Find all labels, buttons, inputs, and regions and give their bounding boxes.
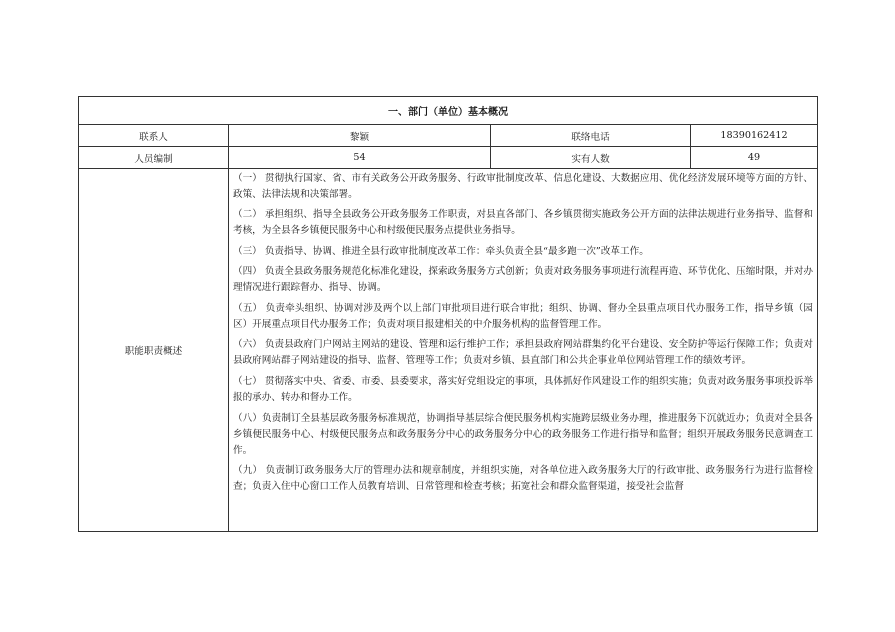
duty-item: （五） 负责牵头组织、协调对涉及两个以上部门审批项目进行联合审批；组织、协调、督办全县重点项目代办服务工作，指导乡镇（园区）开展重点项目代办服务工作；负责对项目报建相关的中介服务机构的监督管理工作。 (233, 302, 813, 330)
table-title: 一、部门（单位）基本概况 (79, 97, 818, 125)
staff-quota-value: 54 (229, 147, 491, 169)
duties-label: 职能职责概述 (79, 169, 229, 532)
phone-value: 18390162412 (691, 125, 818, 147)
duties-list (233, 171, 813, 530)
overview-table (78, 96, 818, 532)
duty-item: （二） 承担组织、指导全县政务公开政务服务工作职责，对县直各部门、各乡镇贯彻实施政务公开方面的法律法规进行业务指导、监督和考核，为全县各乡镇便民服务中心和村级便民服务点提供业务指导。 (233, 209, 813, 237)
duty-item: （七） 贯彻落实中央、省委、市委、县委要求，落实好党组设定的事项，具体抓好作风建设工作的组织实施；负责对政务服务事项投诉举报的承办、转办和督办工作。 (233, 376, 813, 404)
duties-cell (229, 169, 818, 532)
duty-item: （一） 贯彻执行国家、省、市有关政务公开政务服务、行政审批制度改革、信息化建设、大数据应用、优化经济发展环境等方面的方针、政策、法律法规和决策部署。 (233, 172, 813, 200)
phone-label: 联络电话 (491, 125, 691, 147)
actual-staff-label: 实有人数 (491, 147, 691, 169)
contact-value: 黎颖 (229, 125, 491, 147)
contact-label: 联系人 (79, 125, 229, 147)
duty-item: （八）负责制订全县基层政务服务标准规范，协调指导基层综合便民服务机构实施跨层级业务办理，推进服务下沉就近办；负责对全县各乡镇便民服务中心、村级便民服务点和政务服务分中心的政务服务分中心的政务服务工作进行指导和监督；组织开展政务服务民意调查工作。 (233, 412, 813, 456)
duty-item: （四） 负责全县政务服务规范化标准化建设，探索政务服务方式创新；负责对政务服务事项进行流程再造、环节优化、压缩时限，并对办理情况进行跟踪督办、指导、协调。 (233, 266, 813, 294)
staff-quota-label: 人员编制 (79, 147, 229, 169)
duty-item: （三） 负责指导、协调、推进全县行政审批制度改革工作：牵头负责全县“最多跑一次”改革工作。 (233, 245, 649, 257)
actual-staff-value: 49 (691, 147, 818, 169)
duty-item: （六） 负责县政府门户网站主网站的建设、管理和运行维护工作；承担县政府网站群集约化平台建设、安全防护等运行保障工作；负责对县政府网站群子网站建设的指导、监督、管理等工作；负责对乡镇、县直部门和公共企事业单位网站管理工作的绩效考评。 (233, 339, 813, 367)
duty-item: （九） 负责制订政务服务大厅的管理办法和规章制度，并组织实施，对各单位进入政务服务大厅的行政审批、政务服务行为进行监督检查；负责入住中心窗口工作人员教育培训、日常管理和检查考核；拓宽社会和群众监督渠道，接受社会监督 (233, 465, 813, 493)
